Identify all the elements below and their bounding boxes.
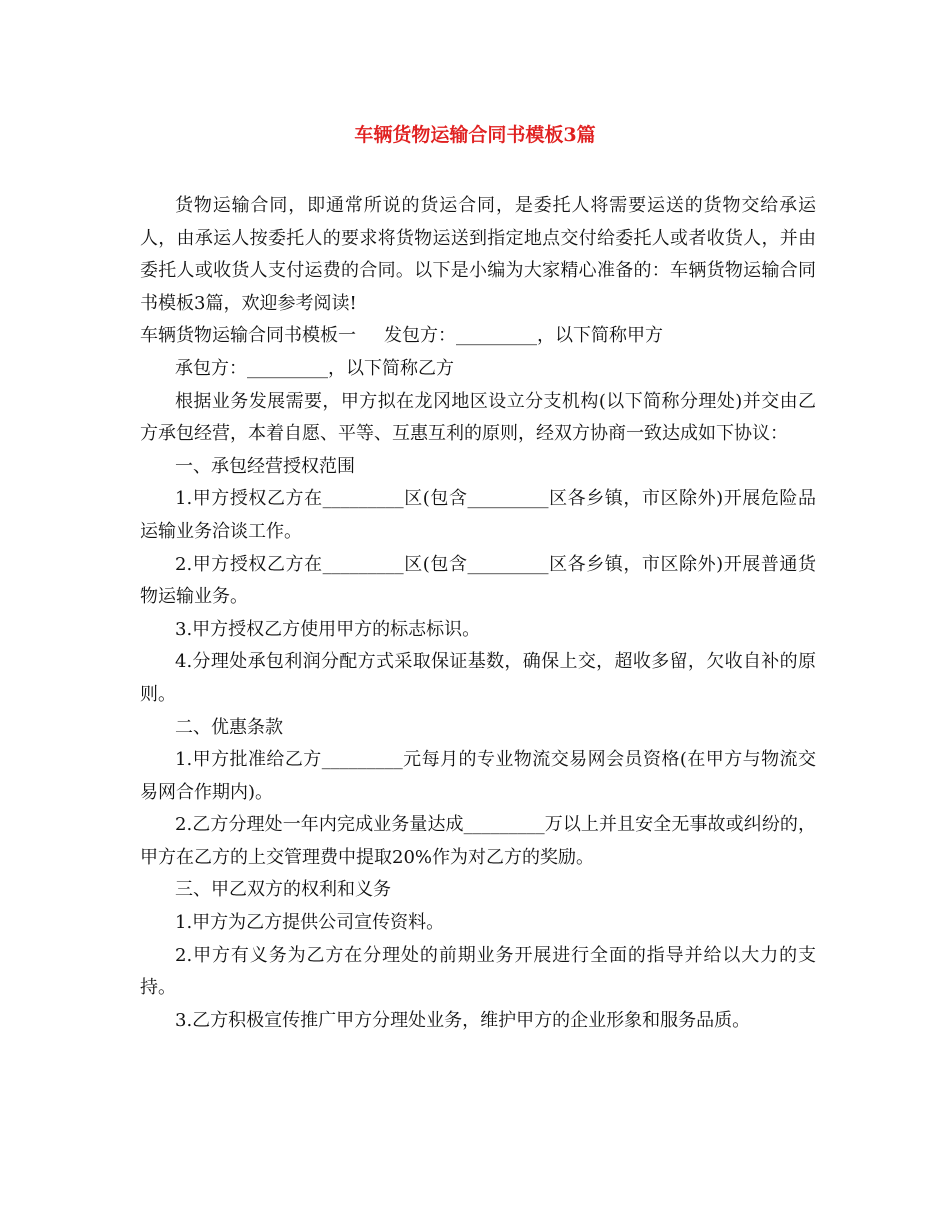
template-heading-line (140, 320, 816, 353)
clause-2-1: 1.甲方批准给乙方_________元每月的专业物流交易网会员资格(在甲方与物流交易网合作期内)。 (140, 749, 816, 803)
intro-paragraph: 货物运输合同，即通常所说的货运合同，是委托人将需要运送的货物交给承运人，由承运人按委托人的要求将货物运送到指定地点交付给委托人或者收货人，并由委托人或收货人支付运费的合同。以下是小编为大家精心准备的：车辆货物运输合同书模板3篇，欢迎参考阅读! (140, 195, 816, 314)
document-title: 车辆货物运输合同书模板3篇 (354, 124, 596, 146)
section-heading-2: 二、优惠条款 (175, 716, 283, 738)
clause-1-3: 3.甲方授权乙方使用甲方的标志标识。 (175, 618, 481, 640)
section-heading-1: 一、承包经营授权范围 (175, 455, 355, 477)
section-heading-3: 三、甲乙双方的权利和义务 (175, 879, 391, 901)
clause-3-2: 2.甲方有义务为乙方在分理处的前期业务开展进行全面的指导并给以大力的支持。 (140, 944, 816, 999)
party-b-line: 承包方：_________，以下简称乙方 (175, 357, 454, 379)
clause-3-3: 3.乙方积极宣传推广甲方分理处业务，维护甲方的企业形象和服务品质。 (175, 1009, 751, 1031)
template-heading: 车辆货物运输合同书模板一 (140, 325, 356, 347)
clause-1-1: 1.甲方授权乙方在_________区(包含_________区各乡镇，市区除外)开展危险品运输业务洽谈工作。 (140, 488, 816, 542)
party-a-line: 发包方：_________，以下简称甲方 (384, 325, 663, 347)
preamble-paragraph: 根据业务发展需要，甲方拟在龙冈地区设立分支机构(以下简称分理处)并交由乙方承包经营，本着自愿、平等、互惠互利的原则，经双方协商一致达成如下协议： (140, 390, 816, 445)
clause-1-4: 4.分理处承包利润分配方式采取保证基数，确保上交，超收多留，欠收自补的原则。 (140, 651, 816, 705)
clause-1-2: 2.甲方授权乙方在_________区(包含_________区各乡镇，市区除外)开展普通货物运输业务。 (140, 553, 816, 608)
clause-3-1: 1.甲方为乙方提供公司宣传资料。 (175, 912, 445, 934)
clause-2-2: 2.乙方分理处一年内完成业务量达成_________万以上并且安全无事故或纠纷的，甲方在乙方的上交管理费中提取20%作为对乙方的奖励。 (140, 814, 816, 868)
document-body (140, 190, 816, 1037)
